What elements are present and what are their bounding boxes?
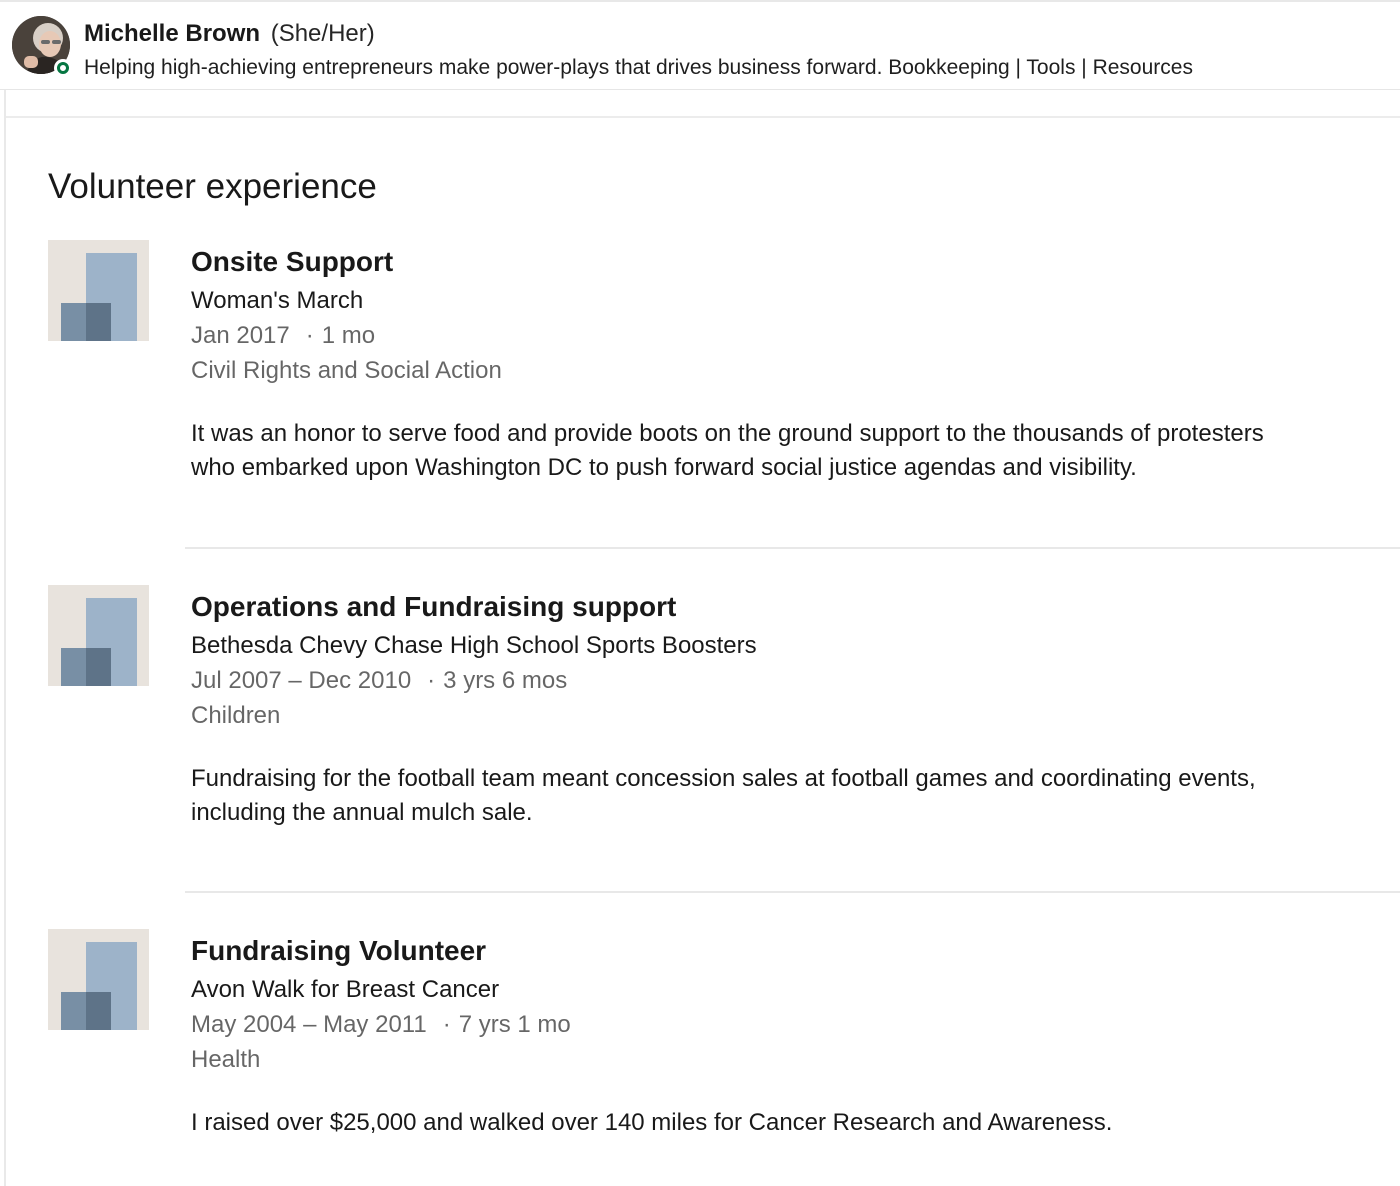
entry-organization: Bethesda Chevy Chase High School Sports Boosters [191, 632, 757, 659]
entry-organization: Avon Walk for Breast Cancer [191, 976, 500, 1003]
card-left-border [4, 90, 6, 1186]
entry-date-range: Jan 2017 [191, 322, 290, 349]
entry-divider [185, 547, 1400, 549]
entry-role: Operations and Fundraising support [191, 591, 677, 622]
entry-date-range: May 2004 – May 2011 [191, 1011, 427, 1038]
profile-name[interactable]: Michelle Brown [84, 20, 261, 47]
online-status-icon [54, 59, 72, 77]
section-title: Volunteer experience [48, 167, 377, 206]
entry-description: I raised over $25,000 and walked over 140 miles for Cancer Research and Awareness. [191, 1109, 1113, 1136]
card-top-border [6, 116, 1400, 118]
entry-duration: 1 mo [321, 322, 376, 349]
company-placeholder-logo-icon[interactable] [48, 240, 149, 341]
entry-duration: 3 yrs 6 mos [443, 667, 568, 694]
entry-description: It was an honor to serve food and provide boots on the ground support to the thousands of protesters who embarked upon Washington DC to push forward social justice agendas and visibility. [191, 420, 1264, 481]
entry-cause: Health [191, 1046, 261, 1073]
separator-dot: · [442, 1011, 451, 1038]
entry-role: Fundraising Volunteer [191, 935, 487, 966]
entry-dates [191, 664, 567, 698]
entry-cause: Civil Rights and Social Action [191, 357, 502, 384]
separator-dot: · [427, 667, 436, 694]
profile-pronouns: (She/Her) [270, 20, 375, 47]
entry-organization: Woman's March [191, 287, 364, 314]
profile-name-line [84, 18, 375, 50]
company-placeholder-logo-icon[interactable] [48, 929, 149, 1030]
entry-duration: 7 yrs 1 mo [458, 1011, 571, 1038]
profile-headline: Helping high-achieving entrepreneurs make power-plays that drives business forward. Bookkeeping | Tools | Resources [84, 56, 1193, 79]
entry-divider [185, 891, 1400, 893]
entry-dates [191, 319, 375, 353]
entry-description: Fundraising for the football team meant concession sales at football games and coordinating events, including the annual mulch sale. [191, 765, 1256, 826]
entry-cause: Children [191, 702, 281, 729]
company-placeholder-logo-icon[interactable] [48, 585, 149, 686]
sticky-profile-header [0, 0, 1400, 90]
entry-dates [191, 1008, 571, 1042]
entry-role: Onsite Support [191, 246, 394, 277]
entry-date-range: Jul 2007 – Dec 2010 [191, 667, 412, 694]
separator-dot: · [305, 322, 314, 349]
